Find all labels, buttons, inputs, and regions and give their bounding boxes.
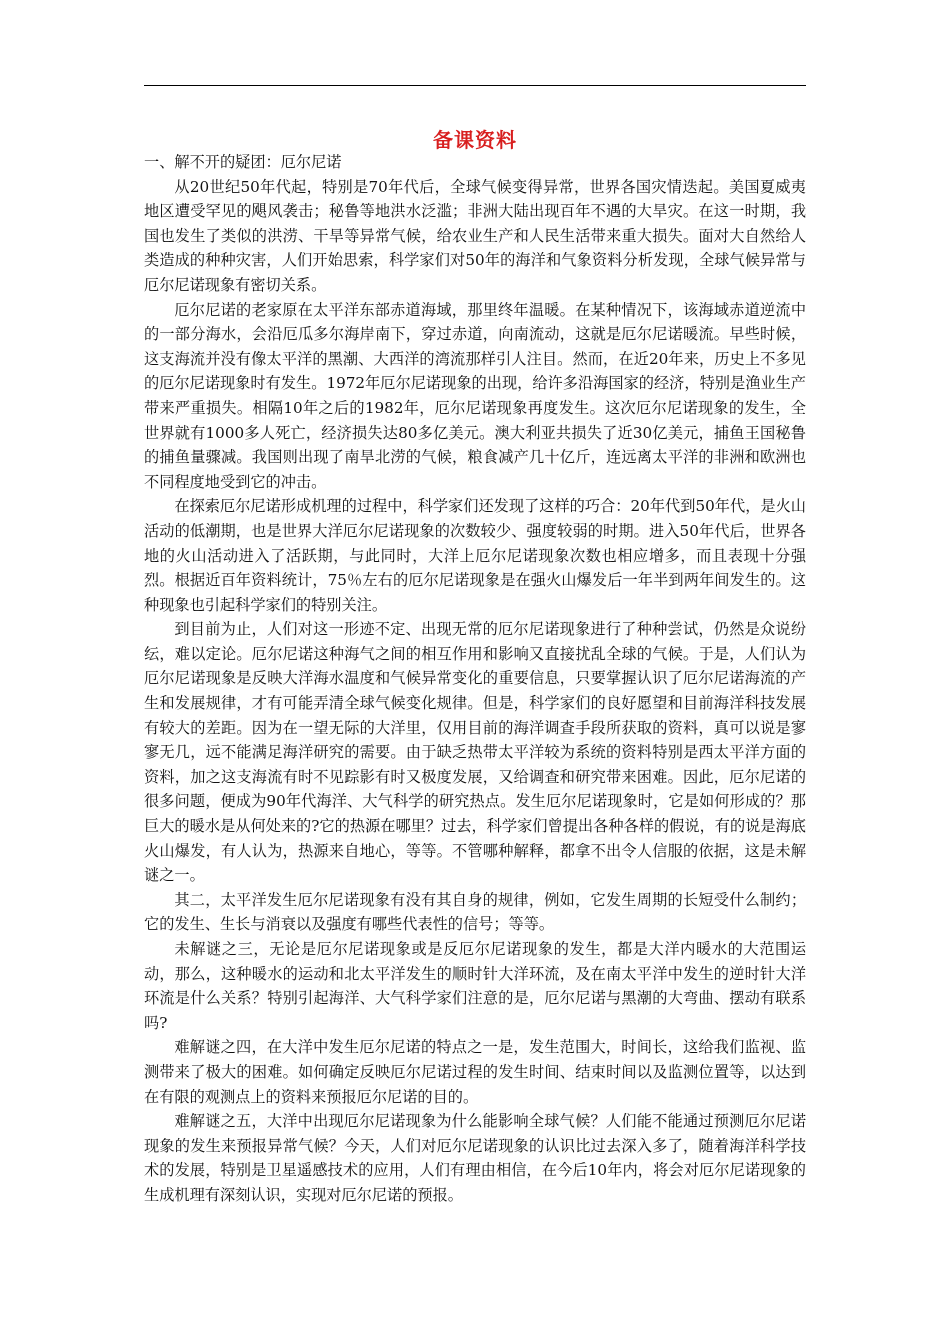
paragraph-8: 难解谜之五，大洋中出现厄尔尼诺现象为什么能影响全球气候？人们能不能通过预测厄尔尼诺现象的发生来预报异常气候？今天，人们对厄尔尼诺现象的认识比过去深入多了，随着海洋科学技术的发展，特别是卫星遥感技术的应用，人们有理由相信，在今后10年内，将会对厄尔尼诺现象的生成机理有深刻认识，实现对厄尔尼诺的预报。 bbox=[144, 1112, 806, 1204]
section-heading: 一、解不开的疑团：厄尔尼诺 bbox=[144, 153, 342, 171]
page-title: 备课资料 bbox=[433, 128, 517, 152]
paragraph-1: 从20世纪50年代起，特别是70年代后，全球气候变得异常，世界各国灾情迭起。美国夏威夷地区遭受罕见的飓风袭击；秘鲁等地洪水泛滥；非洲大陆出现百年不遇的大旱灾。在这一时期，我国也发生了类似的洪涝、干旱等异常气候，给农业生产和人民生活带来重大损失。面对大自然给人类造成的种种灾害，人们开始思索，科学家们对50年的海洋和气象资料分析发现，全球气候异常与厄尔尼诺现象有密切关系。 bbox=[144, 177, 806, 294]
paragraph-4: 到目前为止，人们对这一形迹不定、出现无常的厄尔尼诺现象进行了种种尝试，仍然是众说纷纭，难以定论。厄尔尼诺这种海气之间的相互作用和影响又直接扰乱全球的气候。于是，人们认为厄尔尼诺现象是反映大洋海水温度和气候异常变化的重要信息，只要掌握认识了厄尔尼诺海流的产生和发展规律，才有可能弄清全球气候变化规律。但是，科学家们的良好愿望和目前海洋科技发展有较大的差距。因为在一望无际的大洋里，仅用目前的海洋调查手段所获取的资料，真可以说是寥寥无几，远不能满足海洋研究的需要。由于缺乏热带太平洋较为系统的资料特别是西太平洋方面的资料，加之这支海流有时不见踪影有时又极度发展，又给调查和研究带来困难。因此，厄尔尼诺的很多问题，便成为90年代海洋、大气科学的研究热点。发生厄尔尼诺现象时，它是如何形成的？那巨大的暖水是从何处来的?它的热源在哪里？过去，科学家们曾提出各种各样的假说，有的说是海底火山爆发，有人认为，热源来自地心，等等。不管哪种解释，都拿不出令人信服的依据，这是未解谜之一。 bbox=[144, 620, 806, 885]
paragraph-7: 难解谜之四，在大洋中发生厄尔尼诺的特点之一是，发生范围大，时间长，这给我们监视、监测带来了极大的困难。如何确定反映厄尔尼诺过程的发生时间、结束时间以及监测位置等，以达到在有限的观测点上的资料来预报厄尔尼诺的目的。 bbox=[144, 1038, 806, 1106]
paragraph-3: 在探索厄尔尼诺形成机理的过程中，科学家们还发现了这样的巧合：20年代到50年代，是火山活动的低潮期，也是世界大洋厄尔尼诺现象的次数较少、强度较弱的时期。进入50年代后，世界各地的火山活动进入了活跃期，与此同时，大洋上厄尔尼诺现象次数也相应增多，而且表现十分强烈。根据近百年资料统计，75％左右的厄尔尼诺现象是在强火山爆发后一年半到两年间发生的。这种现象也引起科学家们的特别关注。 bbox=[144, 497, 806, 614]
document-body bbox=[144, 150, 806, 1208]
paragraph-2: 厄尔尼诺的老家原在太平洋东部赤道海域，那里终年温暖。在某种情况下，该海域赤道逆流中的一部分海水，会沿厄瓜多尔海岸南下，穿过赤道，向南流动，这就是厄尔尼诺暖流。早些时候，这支海流并没有像太平洋的黑潮、大西洋的湾流那样引人注目。然而，在近20年来，历史上不多见的厄尔尼诺现象时有发生。1972年厄尔尼诺现象的出现，给许多沿海国家的经济，特别是渔业生产带来严重损失。相隔10年之后的1982年，厄尔尼诺现象再度发生。这次厄尔尼诺现象的发生，全世界就有1000多人死亡，经济损失达80多亿美元。澳大利亚共损失了近30亿美元，捕鱼王国秘鲁的捕鱼量骤减。我国则出现了南旱北涝的气候，粮食减产几十亿斤，连远离太平洋的非洲和欧洲也不同程度地受到它的冲击。 bbox=[144, 300, 806, 491]
paragraph-5: 其二，太平洋发生厄尔尼诺现象有没有其自身的规律，例如，它发生周期的长短受什么制约；它的发生、生长与消衰以及强度有哪些代表性的信号；等等。 bbox=[144, 890, 806, 934]
header-rule bbox=[144, 85, 806, 86]
paragraph-6: 未解谜之三，无论是厄尔尼诺现象或是反厄尔尼诺现象的发生，都是大洋内暖水的大范围运动，那么，这种暖水的运动和北太平洋发生的顺时针大洋环流，及在南太平洋中发生的逆时针大洋环流是什么关系？特别引起海洋、大气科学家们注意的是，厄尔尼诺与黑潮的大弯曲、摆动有联系吗? bbox=[144, 940, 806, 1032]
